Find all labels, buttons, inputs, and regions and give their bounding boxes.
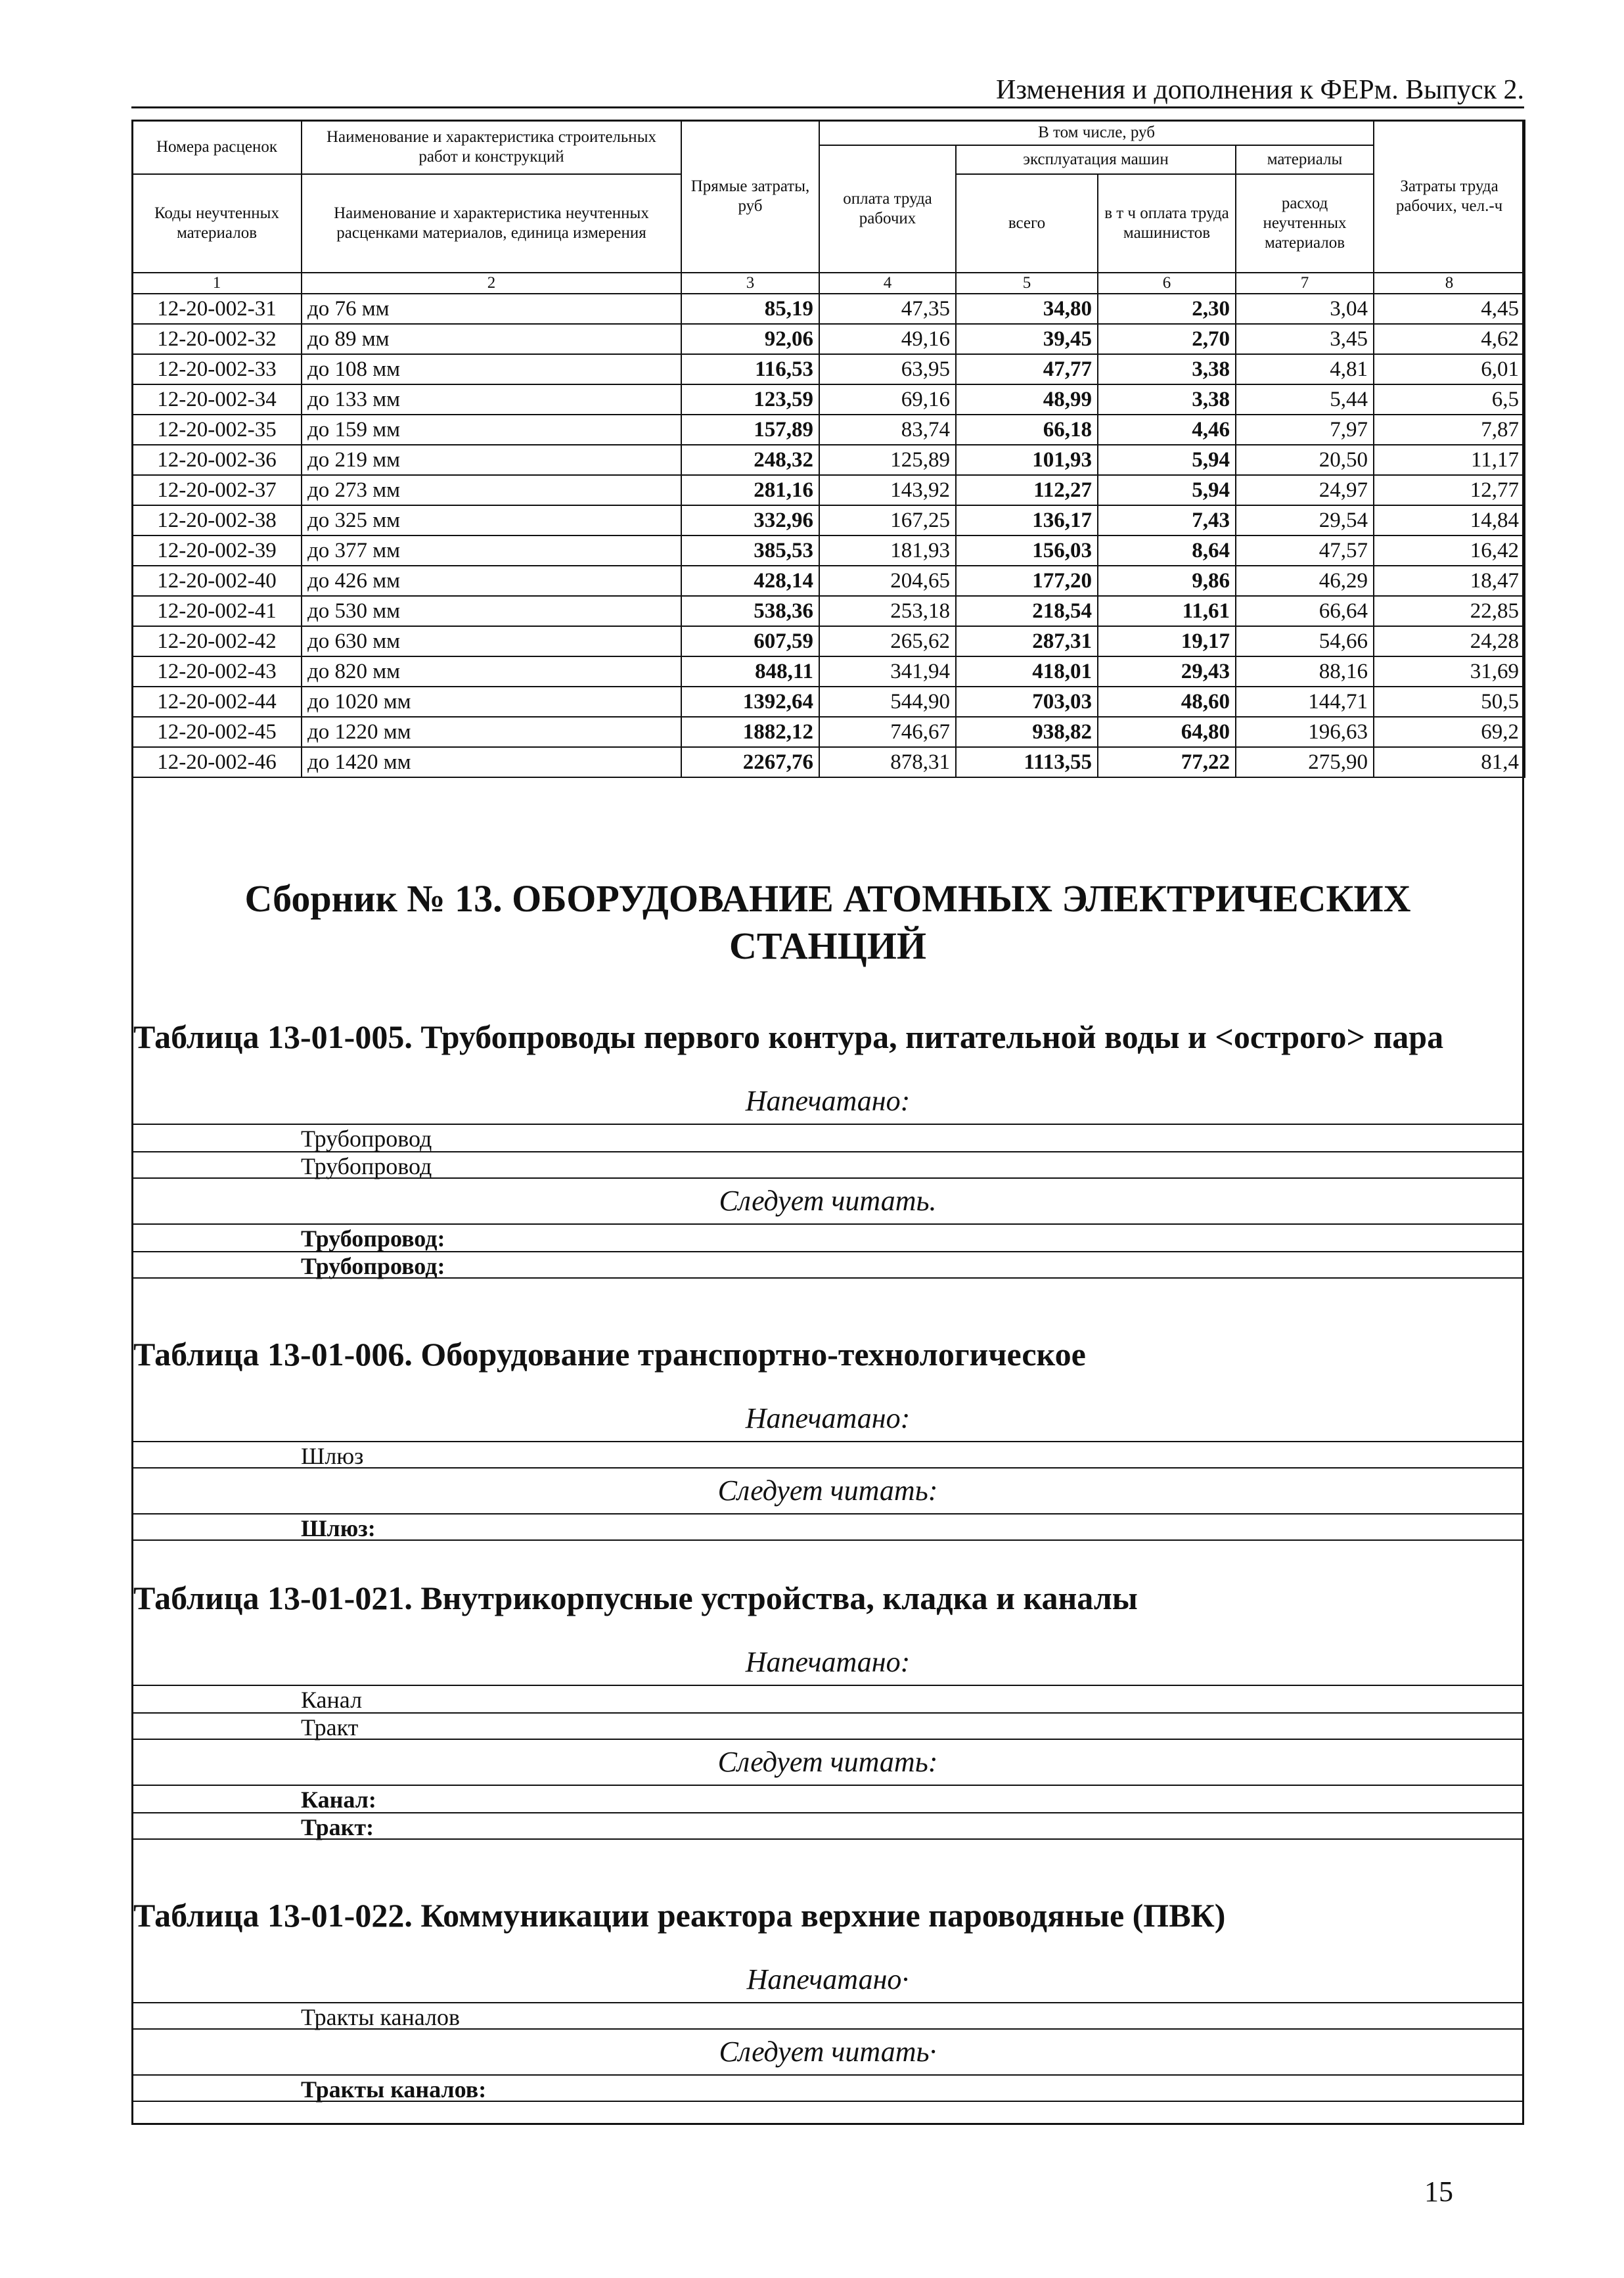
cell-operators: 4,46 <box>1098 415 1236 445</box>
table-row <box>132 747 1525 777</box>
cell-direct: 1392,64 <box>681 687 819 717</box>
table-row <box>132 535 1525 566</box>
section-edit-block <box>131 1084 1524 1279</box>
cell-machines: 418,01 <box>956 656 1098 687</box>
cell-direct: 1882,12 <box>681 717 819 747</box>
cell-code: 12-20-002-36 <box>132 445 302 475</box>
cell-materials: 5,44 <box>1236 384 1374 415</box>
cell-code: 12-20-002-44 <box>132 687 302 717</box>
read-as-row: Тракт: <box>131 1812 1524 1840</box>
cell-machines: 938,82 <box>956 717 1098 747</box>
cell-direct: 281,16 <box>681 475 819 505</box>
cell-labor: 253,18 <box>819 596 956 626</box>
printed-label: Напечатано: <box>745 1402 911 1434</box>
cell-operators: 11,61 <box>1098 596 1236 626</box>
cell-labor: 167,25 <box>819 505 956 535</box>
cell-materials: 46,29 <box>1236 566 1374 596</box>
section-title: Таблица 13-01-021. Внутрикорпусные устройства, кладка и каналы <box>133 1580 1138 1616</box>
running-header: Изменения и дополнения к ФЕРм. Выпуск 2. <box>996 75 1524 105</box>
cell-hours: 24,28 <box>1374 626 1525 656</box>
read-as-row: Трубопровод: <box>131 1251 1524 1279</box>
cell-hours: 4,45 <box>1374 294 1525 324</box>
head-codes-bottom: Коды неучтенных материалов <box>132 174 302 273</box>
cell-operators: 77,22 <box>1098 747 1236 777</box>
cell-hours: 81,4 <box>1374 747 1525 777</box>
cell-materials: 88,16 <box>1236 656 1374 687</box>
read-as-row: Трубопровод: <box>131 1223 1524 1251</box>
cell-materials: 7,97 <box>1236 415 1374 445</box>
cell-direct: 848,11 <box>681 656 819 687</box>
cell-code: 12-20-002-43 <box>132 656 302 687</box>
printed-row: Трубопровод <box>131 1124 1524 1151</box>
head-labor-hours: Затраты труда рабочих, чел.-ч <box>1374 120 1525 273</box>
printed-row: Канал <box>131 1685 1524 1712</box>
cell-materials: 47,57 <box>1236 535 1374 566</box>
cell-code: 12-20-002-31 <box>132 294 302 324</box>
cell-hours: 6,01 <box>1374 354 1525 384</box>
column-number: 6 <box>1098 273 1236 294</box>
table-row <box>132 596 1525 626</box>
section-edit-block <box>131 1645 1524 1840</box>
head-machines-group: эксплуатация машин <box>956 145 1236 174</box>
cell-code: 12-20-002-45 <box>132 717 302 747</box>
printed-row: Трубопровод <box>131 1151 1524 1179</box>
table-row <box>132 566 1525 596</box>
read-as-label: Следует читать: <box>717 1746 938 1778</box>
cell-direct: 248,32 <box>681 445 819 475</box>
cell-name: до 325 мм <box>302 505 681 535</box>
cell-name: до 273 мм <box>302 475 681 505</box>
cell-materials: 24,97 <box>1236 475 1374 505</box>
cell-name: до 530 мм <box>302 596 681 626</box>
cell-labor: 47,35 <box>819 294 956 324</box>
cell-labor: 49,16 <box>819 324 956 354</box>
cell-name: до 76 мм <box>302 294 681 324</box>
cell-code: 12-20-002-42 <box>132 626 302 656</box>
section-edit-block <box>131 1963 1524 2102</box>
cell-operators: 19,17 <box>1098 626 1236 656</box>
cell-hours: 50,5 <box>1374 687 1525 717</box>
read-as-row: Тракты каналов: <box>131 2074 1524 2102</box>
cell-direct: 2267,76 <box>681 747 819 777</box>
head-machine-operators: в т ч оплата труда машинистов <box>1098 174 1236 273</box>
cell-labor: 63,95 <box>819 354 956 384</box>
cell-name: до 1020 мм <box>302 687 681 717</box>
head-codes-top: Номера расценок <box>132 120 302 174</box>
table-bottom-spacer <box>132 777 1525 799</box>
table-row <box>132 475 1525 505</box>
cell-operators: 48,60 <box>1098 687 1236 717</box>
column-number: 8 <box>1374 273 1525 294</box>
cell-labor: 341,94 <box>819 656 956 687</box>
cell-materials: 196,63 <box>1236 717 1374 747</box>
cell-code: 12-20-002-38 <box>132 505 302 535</box>
section-title: Таблица 13-01-006. Оборудование транспортно-технологическое <box>133 1336 1086 1373</box>
cell-name: до 820 мм <box>302 656 681 687</box>
section-title: Таблица 13-01-022. Коммуникации реактора верхние пароводяные (ПВК) <box>133 1897 1226 1934</box>
cell-labor: 83,74 <box>819 415 956 445</box>
cell-code: 12-20-002-33 <box>132 354 302 384</box>
cell-direct: 157,89 <box>681 415 819 445</box>
cell-operators: 5,94 <box>1098 475 1236 505</box>
table-row <box>132 626 1525 656</box>
cell-materials: 275,90 <box>1236 747 1374 777</box>
column-number: 5 <box>956 273 1098 294</box>
head-materials-group: материалы <box>1236 145 1374 174</box>
page-number: 15 <box>1424 2175 1453 2208</box>
price-table-body <box>132 294 1525 799</box>
cell-name: до 219 мм <box>302 445 681 475</box>
read-as-label: Следует читать· <box>719 2036 937 2068</box>
column-number: 1 <box>132 273 302 294</box>
read-as-label: Следует читать: <box>717 1474 938 1507</box>
cell-code: 12-20-002-35 <box>132 415 302 445</box>
cell-direct: 538,36 <box>681 596 819 626</box>
head-column-numbers <box>132 273 1525 294</box>
header-rule <box>131 106 1524 108</box>
printed-row: Тракты каналов <box>131 2002 1524 2030</box>
table-row <box>132 294 1525 324</box>
column-number: 7 <box>1236 273 1374 294</box>
cell-direct: 116,53 <box>681 354 819 384</box>
section-edit-block <box>131 1401 1524 1541</box>
cell-machines: 1113,55 <box>956 747 1098 777</box>
cell-hours: 11,17 <box>1374 445 1525 475</box>
head-name-bottom: Наименование и характеристика неучтенных расценками материалов, единица измерения <box>302 174 681 273</box>
read-as-label: Следует читать. <box>719 1185 937 1217</box>
cell-labor: 69,16 <box>819 384 956 415</box>
collection-title-line: СТАНЦИЙ <box>729 924 927 967</box>
cell-operators: 2,70 <box>1098 324 1236 354</box>
table-row <box>132 445 1525 475</box>
cell-code: 12-20-002-40 <box>132 566 302 596</box>
section-title: Таблица 13-01-005. Трубопроводы первого контура, питательной воды и <острого> пара <box>133 1018 1444 1055</box>
cell-machines: 39,45 <box>956 324 1098 354</box>
cell-materials: 3,45 <box>1236 324 1374 354</box>
printed-label: Напечатано· <box>746 1963 909 1995</box>
cell-labor: 878,31 <box>819 747 956 777</box>
cell-name: до 133 мм <box>302 384 681 415</box>
cell-labor: 143,92 <box>819 475 956 505</box>
cell-labor: 204,65 <box>819 566 956 596</box>
cell-labor: 181,93 <box>819 535 956 566</box>
printed-label: Напечатано: <box>745 1085 911 1117</box>
cell-name: до 630 мм <box>302 626 681 656</box>
printed-row: Тракт <box>131 1712 1524 1740</box>
cell-labor: 544,90 <box>819 687 956 717</box>
read-as-row: Канал: <box>131 1785 1524 1812</box>
table-row <box>132 505 1525 535</box>
head-direct-costs: Прямые затраты, руб <box>681 120 819 273</box>
table-row <box>132 656 1525 687</box>
cell-direct: 385,53 <box>681 535 819 566</box>
cell-operators: 3,38 <box>1098 384 1236 415</box>
cell-code: 12-20-002-32 <box>132 324 302 354</box>
cell-machines: 47,77 <box>956 354 1098 384</box>
column-number: 3 <box>681 273 819 294</box>
cell-materials: 144,71 <box>1236 687 1374 717</box>
read-as-row: Шлюз: <box>131 1513 1524 1541</box>
cell-hours: 12,77 <box>1374 475 1525 505</box>
cell-hours: 69,2 <box>1374 717 1525 747</box>
cell-code: 12-20-002-41 <box>132 596 302 626</box>
price-table <box>131 120 1525 799</box>
cell-code: 12-20-002-46 <box>132 747 302 777</box>
head-name-top: Наименование и характеристика строительных работ и конструкций <box>302 120 681 174</box>
cell-materials: 4,81 <box>1236 354 1374 384</box>
table-row <box>132 687 1525 717</box>
collection-title-line: Сборник № 13. ОБОРУДОВАНИЕ АТОМНЫХ ЭЛЕКТРИЧЕСКИХ <box>244 877 1411 920</box>
cell-labor: 125,89 <box>819 445 956 475</box>
cell-name: до 89 мм <box>302 324 681 354</box>
cell-operators: 9,86 <box>1098 566 1236 596</box>
cell-materials: 20,50 <box>1236 445 1374 475</box>
cell-hours: 4,62 <box>1374 324 1525 354</box>
column-number: 2 <box>302 273 681 294</box>
cell-machines: 66,18 <box>956 415 1098 445</box>
cell-hours: 16,42 <box>1374 535 1525 566</box>
cell-materials: 54,66 <box>1236 626 1374 656</box>
cell-code: 12-20-002-39 <box>132 535 302 566</box>
cell-machines: 703,03 <box>956 687 1098 717</box>
cell-machines: 48,99 <box>956 384 1098 415</box>
cell-direct: 428,14 <box>681 566 819 596</box>
cell-direct: 85,19 <box>681 294 819 324</box>
cell-direct: 332,96 <box>681 505 819 535</box>
cell-name: до 1220 мм <box>302 717 681 747</box>
cell-labor: 265,62 <box>819 626 956 656</box>
cell-machines: 34,80 <box>956 294 1098 324</box>
cell-hours: 22,85 <box>1374 596 1525 626</box>
cell-machines: 112,27 <box>956 475 1098 505</box>
cell-operators: 7,43 <box>1098 505 1236 535</box>
cell-materials: 29,54 <box>1236 505 1374 535</box>
cell-operators: 29,43 <box>1098 656 1236 687</box>
cell-hours: 18,47 <box>1374 566 1525 596</box>
table-row <box>132 324 1525 354</box>
head-machines-total: всего <box>956 174 1098 273</box>
head-unaccounted-materials: расход неучтенных материалов <box>1236 174 1374 273</box>
cell-operators: 3,38 <box>1098 354 1236 384</box>
cell-hours: 14,84 <box>1374 505 1525 535</box>
cell-machines: 218,54 <box>956 596 1098 626</box>
price-table-head <box>132 120 1525 294</box>
cell-hours: 31,69 <box>1374 656 1525 687</box>
cell-operators: 5,94 <box>1098 445 1236 475</box>
cell-direct: 123,59 <box>681 384 819 415</box>
head-labor-pay: оплата труда рабочих <box>819 145 956 273</box>
cell-name: до 108 мм <box>302 354 681 384</box>
cell-direct: 92,06 <box>681 324 819 354</box>
cell-code: 12-20-002-34 <box>132 384 302 415</box>
cell-name: до 377 мм <box>302 535 681 566</box>
cell-machines: 101,93 <box>956 445 1098 475</box>
cell-name: до 159 мм <box>302 415 681 445</box>
cell-name: до 426 мм <box>302 566 681 596</box>
cell-name: до 1420 мм <box>302 747 681 777</box>
column-number: 4 <box>819 273 956 294</box>
cell-operators: 8,64 <box>1098 535 1236 566</box>
cell-labor: 746,67 <box>819 717 956 747</box>
cell-machines: 156,03 <box>956 535 1098 566</box>
head-including-group: В том числе, руб <box>819 120 1374 145</box>
table-row <box>132 717 1525 747</box>
cell-hours: 6,5 <box>1374 384 1525 415</box>
cell-machines: 287,31 <box>956 626 1098 656</box>
cell-materials: 66,64 <box>1236 596 1374 626</box>
cell-code: 12-20-002-37 <box>132 475 302 505</box>
cell-machines: 177,20 <box>956 566 1098 596</box>
printed-row: Шлюз <box>131 1441 1524 1469</box>
cell-materials: 3,04 <box>1236 294 1374 324</box>
table-row <box>132 384 1525 415</box>
cell-operators: 64,80 <box>1098 717 1236 747</box>
cell-hours: 7,87 <box>1374 415 1525 445</box>
cell-direct: 607,59 <box>681 626 819 656</box>
cell-operators: 2,30 <box>1098 294 1236 324</box>
cell-machines: 136,17 <box>956 505 1098 535</box>
table-row <box>132 354 1525 384</box>
collection-title <box>131 875 1524 970</box>
table-row <box>132 415 1525 445</box>
printed-label: Напечатано: <box>745 1646 911 1678</box>
